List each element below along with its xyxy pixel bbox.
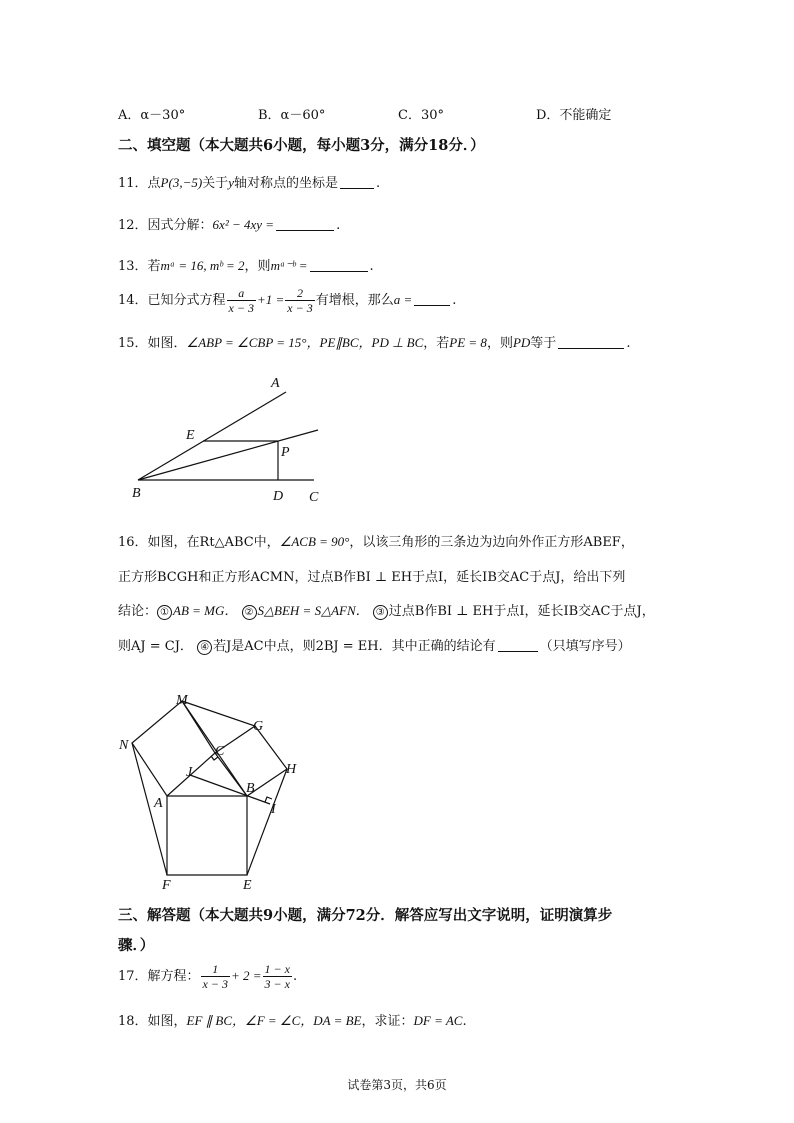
label-n: N xyxy=(119,738,129,753)
q11-prefix: 11．点 xyxy=(118,176,161,191)
label-m: M xyxy=(176,693,188,708)
segment-ij xyxy=(190,775,270,804)
q14-prefix: 14．已知分式方程 xyxy=(118,293,226,308)
segment-mg xyxy=(182,701,255,726)
label-p: P xyxy=(281,445,290,460)
q15-mid: ，若 xyxy=(423,336,450,351)
square-abef xyxy=(167,796,247,875)
fraction-numerator: 2 xyxy=(285,286,314,301)
conclusion-number-3: ③ xyxy=(373,605,388,620)
conclusion-number-4: ④ xyxy=(197,640,212,655)
q15-end: . xyxy=(626,336,631,351)
conclusion-3: 过点B作BI ⊥ EH于点I，延长IB交AC于点J， xyxy=(388,604,655,619)
q14-fraction-2 xyxy=(285,286,314,315)
q15-mid-2: ，则 xyxy=(486,336,513,351)
q17-end: . xyxy=(292,969,298,984)
figure-15 xyxy=(120,370,340,510)
answer-blank[interactable] xyxy=(340,176,374,189)
q13-end: . xyxy=(369,259,374,274)
fraction-numerator: 1 − x xyxy=(264,962,290,976)
question-16-line-4 xyxy=(118,635,631,655)
label-a: A xyxy=(271,376,280,391)
ray-ba xyxy=(138,392,286,480)
q16-line-2-text: 正方形BCGH和正方形ACMN，过点B作BI ⊥ EH于点I，延长IB交AC于点J，给出下列 xyxy=(118,570,626,585)
q17-fraction-2 xyxy=(263,962,292,991)
choice-options xyxy=(118,104,678,122)
square-acmn xyxy=(132,701,215,796)
q15-prefix: 15．如图． xyxy=(118,336,187,351)
label-b: B xyxy=(132,486,141,501)
q11-end: . xyxy=(375,176,381,191)
option-d: D．不能确定 xyxy=(536,108,612,123)
conclusion-4: 若J是AC中点，则2BJ = EH．其中正确的结论有 xyxy=(213,639,496,654)
q13-prefix: 13．若 xyxy=(118,259,161,274)
answer-blank[interactable] xyxy=(276,218,334,231)
q13-mid: ，则 xyxy=(244,259,271,274)
question-16-line-1 xyxy=(118,531,634,550)
answer-blank[interactable] xyxy=(310,259,368,272)
conclusion-1: AB = MG． xyxy=(173,603,238,618)
q15-condition-2: PE = 8 xyxy=(449,335,487,350)
fraction-denominator: x − 3 xyxy=(287,301,313,315)
q14-end: . xyxy=(452,293,457,308)
q15-ask: PD xyxy=(512,335,531,350)
q17-plus: + 2 = xyxy=(230,968,262,983)
fraction-denominator: x − 3 xyxy=(202,977,228,991)
question-15 xyxy=(118,332,630,351)
q14-fraction-1 xyxy=(227,286,256,315)
q11-axis: y xyxy=(228,175,234,190)
section-3-title-line-1: 三、解答题（本大题共9小题，满分72分．解答应写出文字说明，证明演算步 xyxy=(118,907,613,924)
label-a: A xyxy=(154,796,163,811)
option-b: B．α－60° xyxy=(258,108,326,123)
question-14 xyxy=(118,286,456,315)
label-i: I xyxy=(271,802,276,817)
question-13 xyxy=(118,255,374,274)
q12-end: . xyxy=(336,218,341,233)
conclusion-3-end: 则AJ = CJ． xyxy=(118,639,193,654)
fraction-numerator: 1 xyxy=(201,962,230,977)
label-j: J xyxy=(186,765,193,780)
section-2-title: 二、填空题（本大题共6小题，每小题3分，满分18分．） xyxy=(118,137,485,154)
answer-blank[interactable] xyxy=(414,293,450,306)
question-18 xyxy=(118,1010,467,1029)
q16-line-1-post: ，以该三角形的三条边为边向外作正方形ABEF， xyxy=(349,535,634,550)
question-12 xyxy=(118,214,340,233)
q18-post: ，求证： xyxy=(361,1014,414,1029)
q11-post: 轴对称点的坐标是 xyxy=(233,176,338,191)
q17-prefix: 17．解方程： xyxy=(118,969,200,984)
conclusion-number-1: ① xyxy=(157,605,172,620)
section-3-title-line-2: 骤．） xyxy=(118,937,155,954)
q11-mid: 关于 xyxy=(202,176,229,191)
label-b: B xyxy=(246,781,255,796)
label-c: C xyxy=(215,744,225,759)
q18-prefix: 18．如图， xyxy=(118,1014,187,1029)
label-f: F xyxy=(162,878,171,893)
answer-blank[interactable] xyxy=(558,336,624,349)
fraction-denominator: x − 3 xyxy=(228,301,254,315)
conclusion-2: S△BEH = S△AFN． xyxy=(257,603,369,618)
q18-conditions: EF ∥ BC，∠F = ∠C，DA = BE xyxy=(186,1013,362,1028)
label-e: E xyxy=(243,878,252,893)
q14-expr: a = xyxy=(393,292,413,307)
label-e: E xyxy=(186,428,195,443)
q14-mid: 有增根，那么 xyxy=(315,293,394,308)
q15-conditions: ∠ABP = ∠CBP = 15°，PE∥BC，PD ⊥ BC xyxy=(186,335,424,350)
q13-cond: mᵃ = 16, mᵇ = 2 xyxy=(160,258,245,273)
q13-expr: mᵃ⁻ᵇ = xyxy=(270,258,308,273)
ray-bp xyxy=(138,430,318,480)
question-11 xyxy=(118,172,380,191)
question-16-line-2 xyxy=(118,566,625,585)
fraction-numerator: a xyxy=(227,286,256,301)
q14-plus: +1 = xyxy=(256,292,285,307)
label-g: G xyxy=(253,719,264,734)
fraction-denominator: 3 − x xyxy=(264,977,290,991)
q15-post: 等于 xyxy=(530,336,557,351)
q12-prefix: 12．因式分解： xyxy=(118,218,213,233)
label-c: C xyxy=(309,490,319,505)
option-a: A．α－30° xyxy=(118,108,186,123)
label-h: H xyxy=(286,762,297,777)
q11-point: P(3,−5) xyxy=(160,175,203,190)
q17-fraction-1 xyxy=(201,962,230,991)
figure-16 xyxy=(110,685,310,895)
q18-end: . xyxy=(462,1014,467,1029)
page-footer: 试卷第3页，共6页 xyxy=(347,1078,447,1092)
q12-expr: 6x² − 4xy = xyxy=(212,217,275,232)
q16-prefix: 16．如图，在Rt△ABC中， xyxy=(118,535,280,550)
question-17 xyxy=(118,962,297,991)
q18-goal: DF = AC xyxy=(413,1013,463,1028)
question-16-line-3 xyxy=(118,600,655,620)
conclusion-number-2: ② xyxy=(242,605,257,620)
label-d: D xyxy=(273,489,284,504)
q16-angle: ∠ACB = 90° xyxy=(279,534,350,549)
q16-conclusions-label: 结论： xyxy=(118,604,158,619)
answer-blank[interactable] xyxy=(498,639,538,652)
q16-hint: （只填写序号） xyxy=(539,639,631,654)
option-c: C．30° xyxy=(398,108,444,123)
